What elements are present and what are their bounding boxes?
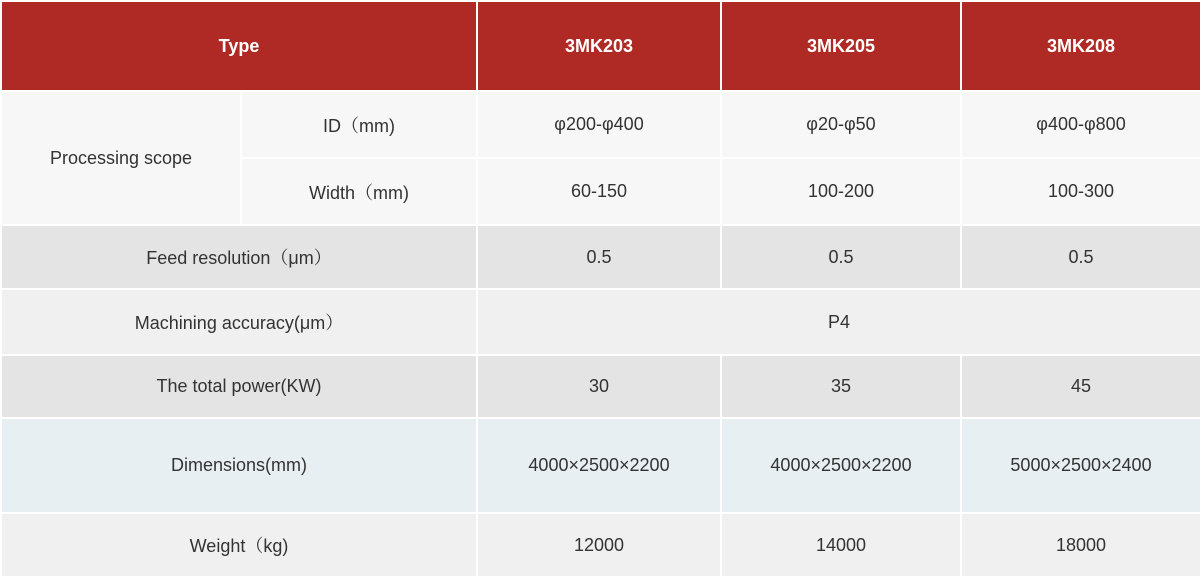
id-value-2: φ20-φ50 [721,91,961,158]
total-power-value-1: 30 [477,355,721,418]
width-label: Width（mm) [241,158,477,225]
dimensions-value-2: 4000×2500×2200 [721,418,961,513]
feed-resolution-value-1: 0.5 [477,225,721,289]
weight-label: Weight（kg) [1,513,477,577]
machining-accuracy-label: Machining accuracy(μm） [1,289,477,355]
feed-resolution-label: Feed resolution（μm） [1,225,477,289]
weight-value-1: 12000 [477,513,721,577]
weight-value-2: 14000 [721,513,961,577]
width-value-3: 100-300 [961,158,1200,225]
dimensions-value-3: 5000×2500×2400 [961,418,1200,513]
machining-accuracy-value: P4 [477,289,1200,355]
id-value-3: φ400-φ800 [961,91,1200,158]
header-row [1,1,1200,91]
processing-scope-label: Processing scope [1,91,241,225]
total-power-value-3: 45 [961,355,1200,418]
model-header-3: 3MK208 [961,1,1200,91]
type-header: Type [1,1,477,91]
machining-accuracy-row [1,289,1200,355]
dimensions-value-1: 4000×2500×2200 [477,418,721,513]
dimensions-row [1,418,1200,513]
total-power-row [1,355,1200,418]
weight-value-3: 18000 [961,513,1200,577]
weight-row [1,513,1200,577]
total-power-value-2: 35 [721,355,961,418]
feed-resolution-value-2: 0.5 [721,225,961,289]
id-value-1: φ200-φ400 [477,91,721,158]
model-header-1: 3MK203 [477,1,721,91]
feed-resolution-row [1,225,1200,289]
dimensions-label: Dimensions(mm) [1,418,477,513]
total-power-label: The total power(KW) [1,355,477,418]
feed-resolution-value-3: 0.5 [961,225,1200,289]
model-header-2: 3MK205 [721,1,961,91]
width-value-2: 100-200 [721,158,961,225]
id-label: ID（mm) [241,91,477,158]
id-row [1,91,1200,158]
width-value-1: 60-150 [477,158,721,225]
